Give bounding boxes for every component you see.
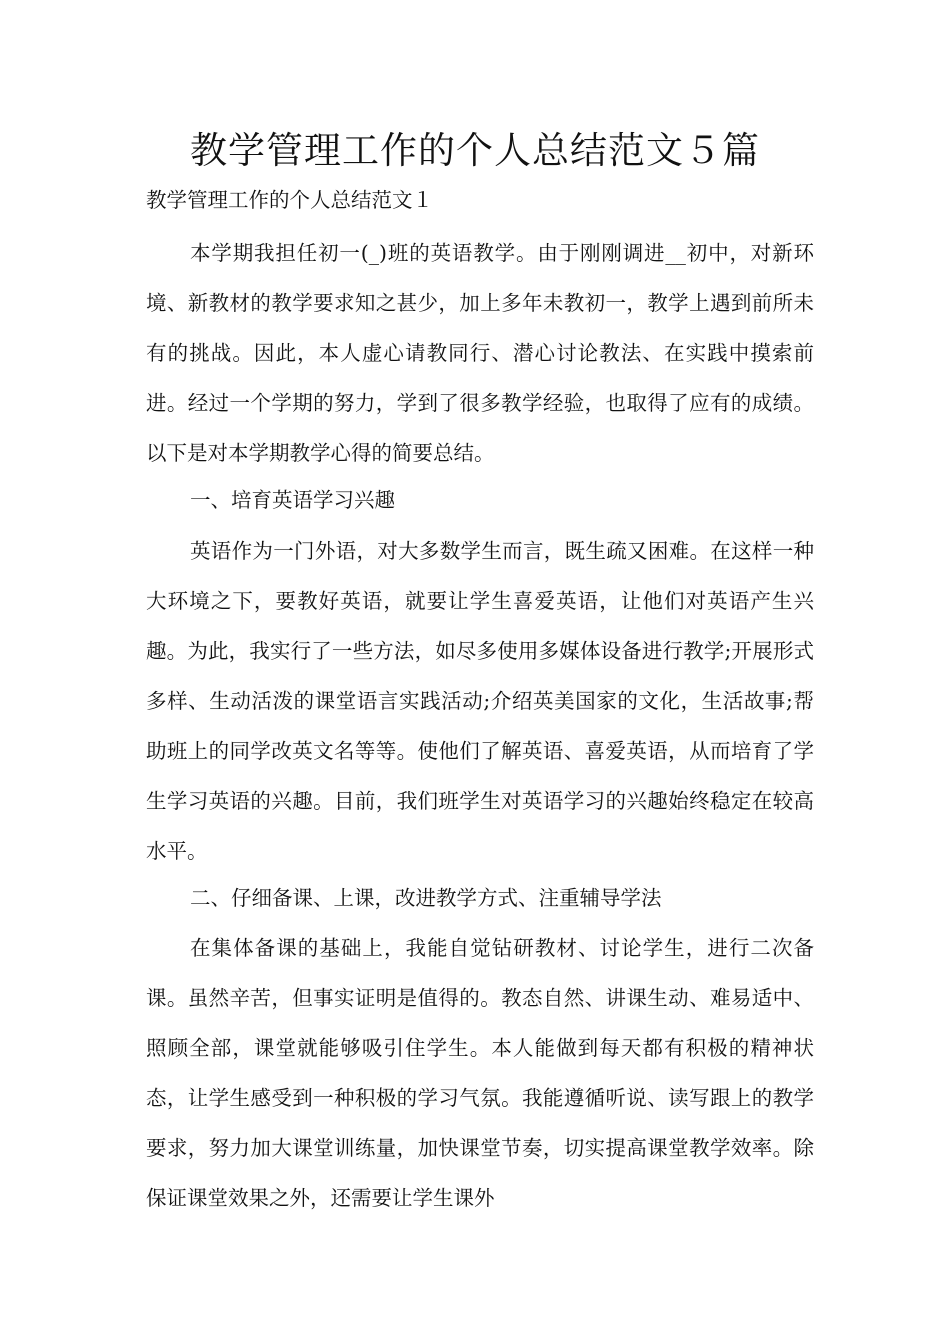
section-heading-2: 二、仔细备课、上课，改进教学方式、注重辅导学法 [190, 886, 662, 910]
document-subtitle: 教学管理工作的个人总结范文１ [146, 188, 433, 212]
section-heading-1: 一、培育英语学习兴趣 [190, 488, 395, 512]
paragraph-interest: 英语作为一门外语，对大多数学生而言，既生疏又困难。在这样一种大环境之下，要教好英语，就要让学生喜爱英语，让他们对英语产生兴趣。为此，我实行了一些方法，如尽多使用多媒体设备进行教学;开展形式多样、生动活泼的课堂语言实践活动;介绍英美国家的文化，生活故事;帮助班上的同学改英文名等等。使他们了解英语、喜爱英语，从而培育了学生学习英语的兴趣。目前，我们班学生对英语学习的兴趣始终稳定在较高水平。 [146, 539, 814, 863]
paragraph-intro: 本学期我担任初一(_)班的英语教学。由于刚刚调进__初中，对新环境、新教材的教学要求知之甚少，加上多年未教初一，教学上遇到前所未有的挑战。因此，本人虚心请教同行、潜心讨论教法、在实践中摸索前进。经过一个学期的努力，学到了很多教学经验，也取得了应有的成绩。以下是对本学期教学心得的简要总结。 [146, 241, 814, 465]
paragraph-lesson-prep: 在集体备课的基础上，我能自觉钻研教材、讨论学生，进行二次备课。虽然辛苦，但事实证明是值得的。教态自然、讲课生动、难易适中、照顾全部，课堂就能够吸引住学生。本人能做到每天都有积极的精神状态，让学生感受到一种积极的学习气氛。我能遵循听说、读写跟上的教学要求，努力加大课堂训练量，加快课堂节奏，切实提高课堂教学效率。除保证课堂效果之外，还需要让学生课外 [146, 936, 814, 1210]
document-title: 教学管理工作的个人总结范文５篇 [190, 129, 760, 172]
